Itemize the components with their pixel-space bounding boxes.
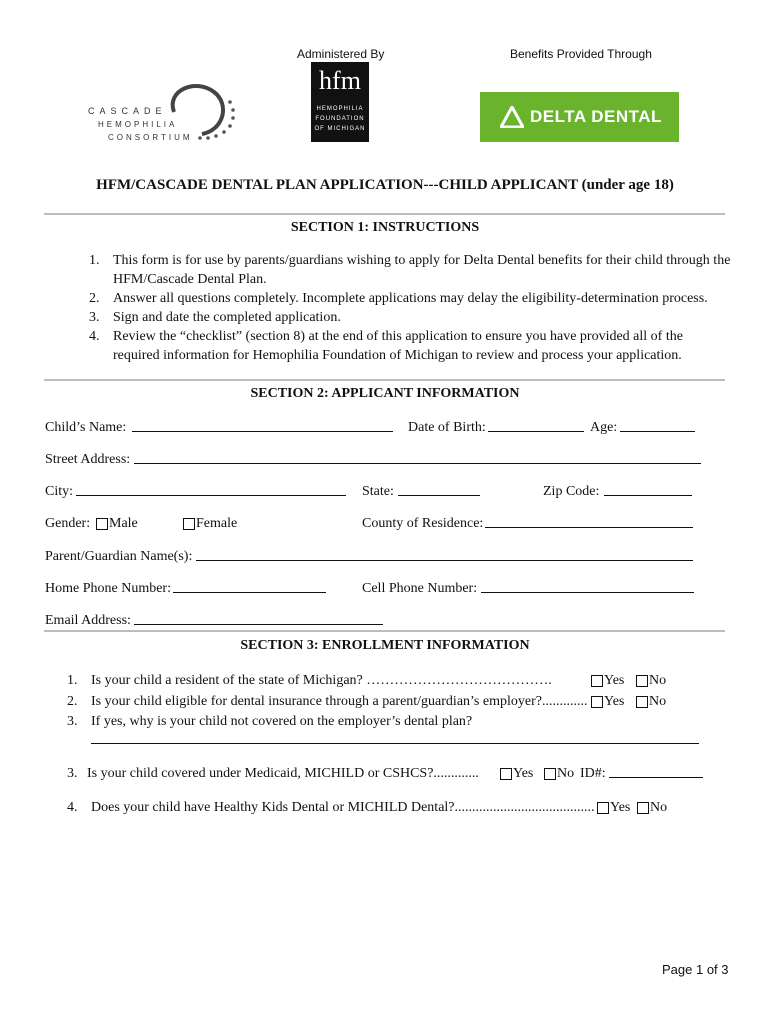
q5-number: 4.	[67, 800, 78, 815]
q5-no-label: No	[650, 800, 668, 815]
female-label: Female	[196, 516, 238, 531]
childs-name-label: Child’s Name:	[45, 420, 127, 435]
instruction-3-number: 3.	[89, 310, 100, 325]
instruction-2-text: Answer all questions completely. Incomplete applications may delay the eligibility-determination process.	[113, 291, 708, 306]
home-phone-field[interactable]	[173, 579, 326, 593]
q4-id-label: ID#:	[580, 766, 606, 781]
cascade-logo	[84, 80, 244, 145]
instruction-4-number: 4.	[89, 329, 100, 344]
home-phone-label: Home Phone Number:	[45, 581, 171, 596]
city-field[interactable]	[76, 482, 346, 496]
q1-yes-label: Yes	[604, 673, 625, 688]
parent-guardian-field[interactable]	[196, 547, 693, 561]
state-label: State:	[362, 484, 394, 499]
parent-guardian-label: Parent/Guardian Name(s):	[45, 549, 193, 564]
instruction-4-text-cont: required information for Hemophilia Foundation of Michigan to review and process your application.	[113, 348, 682, 363]
benefits-through-caption: Benefits Provided Through	[510, 47, 652, 61]
divider	[44, 630, 725, 632]
q1-number: 1.	[67, 673, 78, 688]
section3-title: SECTION 3: ENROLLMENT INFORMATION	[240, 638, 530, 653]
page-number: Page 1 of 3	[662, 962, 729, 977]
q4-yes-checkbox[interactable]	[500, 768, 512, 780]
dob-field[interactable]	[488, 418, 584, 432]
q4-no-label: No	[557, 766, 575, 781]
document-title: HFM/CASCADE DENTAL PLAN APPLICATION---CHILD APPLICANT (under age 18)	[96, 177, 674, 193]
delta-triangle-icon	[500, 106, 524, 128]
administered-by-caption: Administered By	[297, 47, 385, 61]
county-field[interactable]	[485, 514, 693, 528]
q2-no-label: No	[649, 694, 667, 709]
city-label: City:	[45, 484, 74, 499]
dob-label: Date of Birth:	[408, 420, 486, 435]
q4-id-field[interactable]	[609, 764, 703, 778]
hfm-logo-line3: OF MICHIGAN	[314, 126, 366, 132]
email-field[interactable]	[134, 611, 383, 625]
cell-phone-label: Cell Phone Number:	[362, 581, 478, 596]
q3-answer-field[interactable]	[91, 730, 699, 744]
divider	[44, 213, 725, 215]
street-address-label: Street Address:	[45, 452, 131, 467]
instruction-3-text: Sign and date the completed application.	[113, 310, 341, 325]
q1-no-label: No	[649, 673, 667, 688]
hfm-logo-line2: FOUNDATION	[315, 116, 365, 122]
q4-number: 3.	[67, 766, 78, 781]
age-field[interactable]	[620, 418, 695, 432]
cascade-logo-line3: CONSORTIUM	[108, 133, 193, 142]
gender-label: Gender:	[45, 516, 91, 531]
cascade-logo-line1: CASCADE	[88, 106, 167, 116]
q4-yes-label: Yes	[513, 766, 534, 781]
childs-name-field[interactable]	[132, 418, 393, 432]
cell-phone-field[interactable]	[481, 579, 694, 593]
hfm-logo-mark: hfm	[319, 66, 361, 95]
zip-label: Zip Code:	[543, 484, 600, 499]
delta-dental-logo	[480, 92, 679, 142]
instruction-1-text-cont: HFM/Cascade Dental Plan.	[113, 272, 267, 287]
q4-text: Is your child covered under Medicaid, MICHILD or CSHCS?.............	[87, 766, 479, 781]
male-label: Male	[109, 516, 138, 531]
q1-text: Is your child a resident of the state of Michigan? ………………………………….	[91, 673, 552, 688]
section2-title: SECTION 2: APPLICANT INFORMATION	[250, 386, 520, 401]
email-label: Email Address:	[45, 613, 131, 628]
q2-yes-label: Yes	[604, 694, 625, 709]
q1-no-checkbox[interactable]	[636, 675, 648, 687]
q5-yes-checkbox[interactable]	[597, 802, 609, 814]
q3-text: If yes, why is your child not covered on the employer’s dental plan?	[91, 714, 473, 729]
q4-no-checkbox[interactable]	[544, 768, 556, 780]
section1-title: SECTION 1: INSTRUCTIONS	[290, 220, 480, 235]
hfm-logo-line1: HEMOPHILIA	[316, 106, 364, 112]
q2-text: Is your child eligible for dental insurance through a parent/guardian’s employer?.............	[91, 694, 588, 709]
age-label: Age:	[590, 420, 618, 435]
state-field[interactable]	[398, 482, 480, 496]
instruction-4-text: Review the “checklist” (section 8) at the end of this application to ensure you have provided all of the	[113, 329, 683, 344]
q5-text: Does your child have Healthy Kids Dental or MICHILD Dental?........................................	[91, 800, 595, 815]
q2-yes-checkbox[interactable]	[591, 696, 603, 708]
male-checkbox[interactable]	[96, 518, 108, 530]
q3-number: 3.	[67, 714, 78, 729]
q5-no-checkbox[interactable]	[637, 802, 649, 814]
female-checkbox[interactable]	[183, 518, 195, 530]
hfm-logo	[311, 62, 369, 142]
instruction-1-text: This form is for use by parents/guardians wishing to apply for Delta Dental benefits for their child through the	[113, 253, 731, 268]
instruction-2-number: 2.	[89, 291, 100, 306]
zip-field[interactable]	[604, 482, 692, 496]
instruction-1-number: 1.	[89, 253, 100, 268]
q2-number: 2.	[67, 694, 78, 709]
delta-dental-logo-text: DELTA DENTAL	[530, 107, 662, 126]
street-address-field[interactable]	[134, 450, 701, 464]
cascade-logo-line2: HEMOPHILIA	[98, 120, 178, 129]
divider	[44, 379, 725, 381]
county-label: County of Residence:	[362, 516, 484, 531]
q1-yes-checkbox[interactable]	[591, 675, 603, 687]
q5-yes-label: Yes	[610, 800, 631, 815]
q2-no-checkbox[interactable]	[636, 696, 648, 708]
